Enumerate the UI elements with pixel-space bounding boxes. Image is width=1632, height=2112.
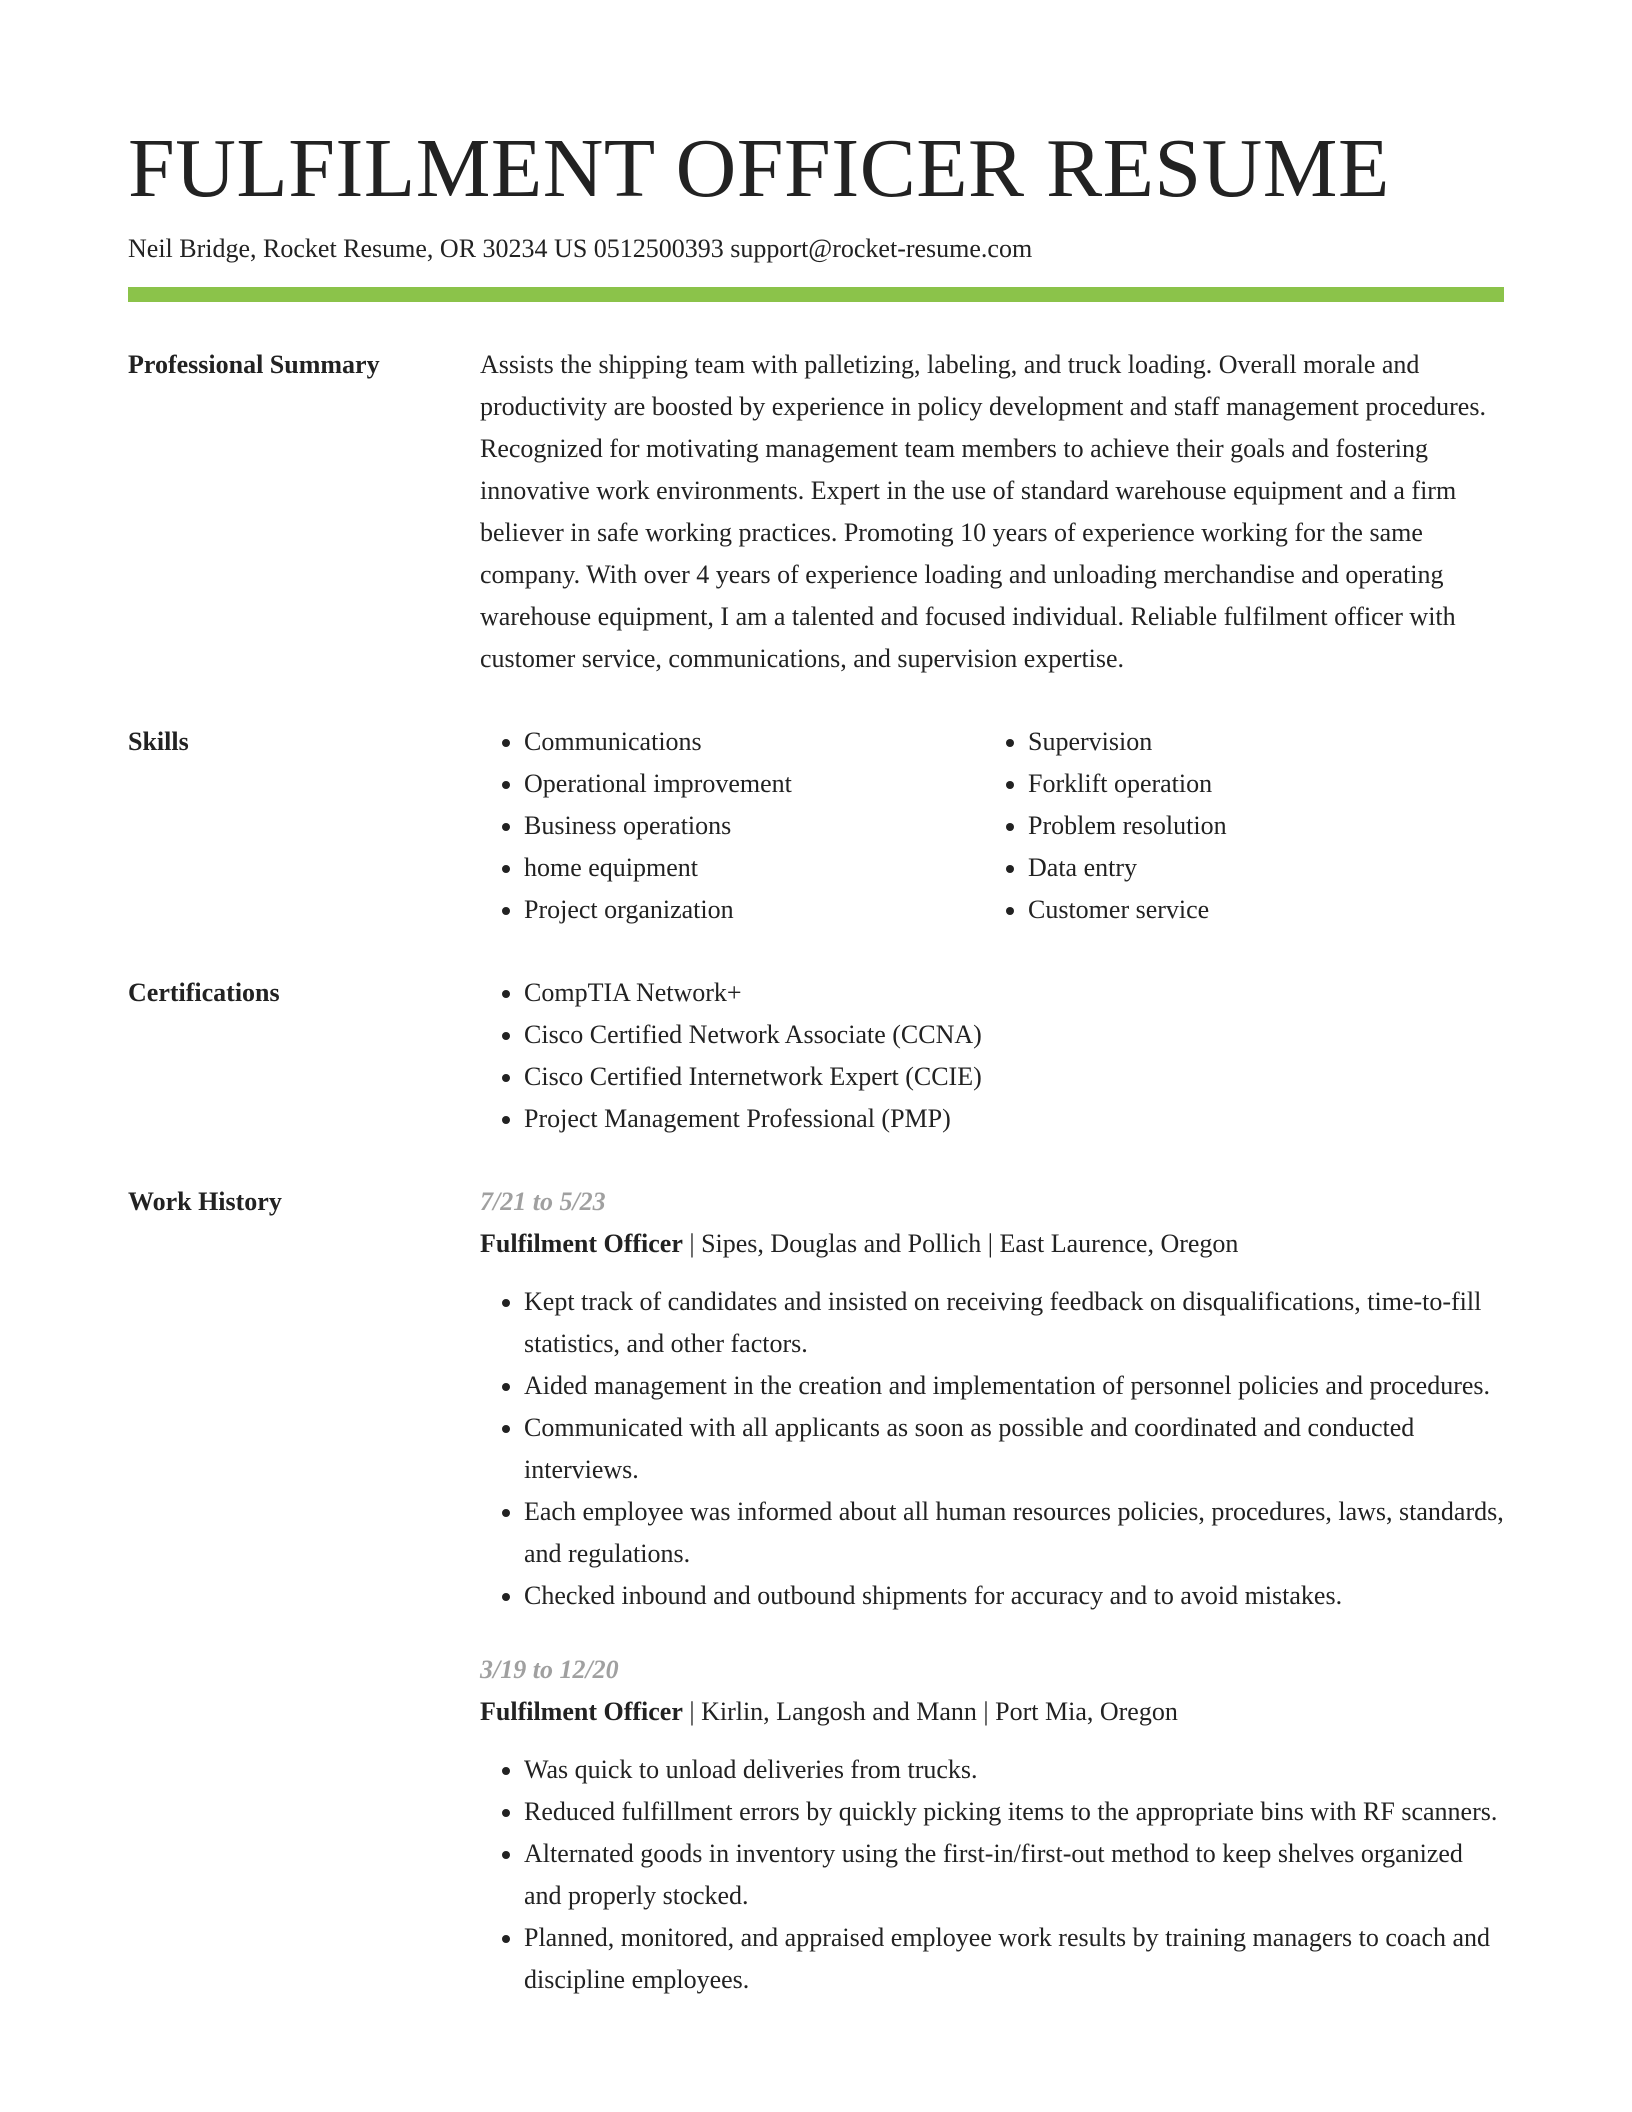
list-item: • Cisco Certified Network Associate (CCNA) xyxy=(524,1014,1504,1056)
list-item: • Kept track of candidates and insisted on receiving feedback on disqualifications, time-to-fill statistics, and other factors. xyxy=(524,1281,1504,1365)
job-bullets xyxy=(480,1281,1504,1617)
list-item: • Project Management Professional (PMP) xyxy=(524,1098,1504,1140)
skills-heading: Skills xyxy=(128,727,189,756)
job-dates: 7/21 to 5/23 xyxy=(480,1187,606,1216)
certifications-list xyxy=(480,972,1504,1140)
list-item: • Project organization xyxy=(524,889,984,931)
job-details: | Sipes, Douglas and Pollich | East Laurence, Oregon xyxy=(682,1229,1239,1258)
job-entry xyxy=(480,1181,1504,1617)
list-item: • Planned, monitored, and appraised employee work results by training managers to coach and discipline employees. xyxy=(524,1917,1504,2001)
list-item: • Checked inbound and outbound shipments for accuracy and to avoid mistakes. xyxy=(524,1575,1504,1617)
job-dates: 3/19 to 12/20 xyxy=(480,1655,619,1684)
list-item: • home equipment xyxy=(524,847,984,889)
list-item: • Alternated goods in inventory using the first-in/first-out method to keep shelves organized and properly stocked. xyxy=(524,1833,1504,1917)
skills-list-right xyxy=(984,721,1227,931)
skills-list-left xyxy=(480,721,984,931)
resume-page xyxy=(128,0,1504,2001)
list-item: • Was quick to unload deliveries from trucks. xyxy=(524,1749,1504,1791)
job-header xyxy=(480,1691,1504,1733)
resume-title: FULFILMENT OFFICER RESUME xyxy=(128,122,1390,215)
list-item: • Aided management in the creation and implementation of personnel policies and procedures. xyxy=(524,1365,1504,1407)
job-header xyxy=(480,1223,1504,1265)
list-item: • Customer service xyxy=(1028,889,1227,931)
list-item: • Business operations xyxy=(524,805,984,847)
contact-line: Neil Bridge, Rocket Resume, OR 30234 US 0512500393 support@rocket-resume.com xyxy=(128,234,1033,263)
job-bullets xyxy=(480,1749,1504,2001)
summary-section xyxy=(128,351,1504,680)
list-item: • Supervision xyxy=(1028,721,1227,763)
job-entry xyxy=(480,1649,1504,2001)
certifications-section xyxy=(128,979,1504,1140)
accent-divider xyxy=(128,287,1504,302)
work-history-heading: Work History xyxy=(128,1187,282,1216)
list-item: • Reduced fulfillment errors by quickly picking items to the appropriate bins with RF scanners. xyxy=(524,1791,1504,1833)
skills-section xyxy=(128,728,1504,931)
list-item: • Communicated with all applicants as soon as possible and coordinated and conducted interviews. xyxy=(524,1407,1504,1491)
list-item: • Operational improvement xyxy=(524,763,984,805)
summary-heading: Professional Summary xyxy=(128,350,380,379)
job-title: Fulfilment Officer xyxy=(480,1229,683,1258)
list-item: • Data entry xyxy=(1028,847,1227,889)
list-item: • Communications xyxy=(524,721,984,763)
job-details: | Kirlin, Langosh and Mann | Port Mia, Oregon xyxy=(682,1697,1178,1726)
job-title: Fulfilment Officer xyxy=(480,1697,683,1726)
list-item: • Each employee was informed about all human resources policies, procedures, laws, standards, and regulations. xyxy=(524,1491,1504,1575)
list-item: • Forklift operation xyxy=(1028,763,1227,805)
list-item: • CompTIA Network+ xyxy=(524,972,1504,1014)
work-history-section xyxy=(128,1188,1504,2001)
list-item: • Cisco Certified Internetwork Expert (CCIE) xyxy=(524,1056,1504,1098)
certifications-heading: Certifications xyxy=(128,978,280,1007)
list-item: • Problem resolution xyxy=(1028,805,1227,847)
summary-text: Assists the shipping team with palletizing, labeling, and truck loading. Overall morale and productivity are boosted by experience in policy development and staff management procedures. Recognized for motivating management team members to achieve their goals and fostering innovative work environments. Expert in the use of standard warehouse equipment and a firm believer in safe working practices. Promoting 10 years of experience working for the same company. With over 4 years of experience loading and unloading merchandise and operating warehouse equipment, I am a talented and focused individual. Reliable fulfilment officer with customer service, communications, and supervision expertise. xyxy=(480,350,1486,673)
